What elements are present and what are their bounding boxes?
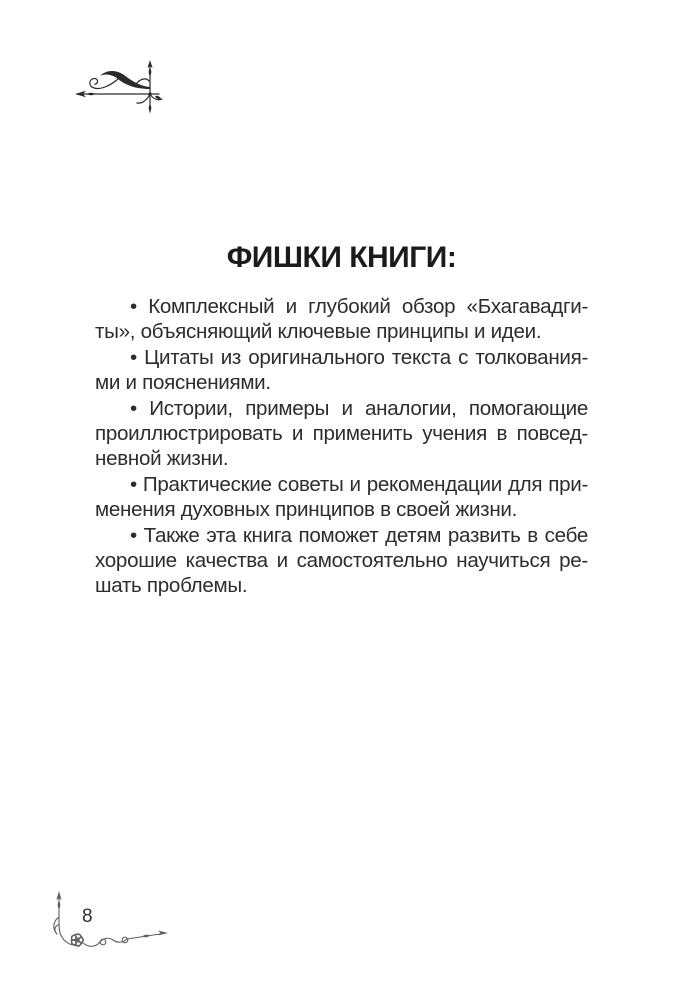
body-line: проиллюстрировать и применить учения в повсед- xyxy=(95,422,588,446)
body-line: менения духовных принципов в своей жизни. xyxy=(95,498,518,522)
body-line: невной жизни. xyxy=(95,447,229,471)
body-text xyxy=(95,294,588,599)
bullet-paragraph xyxy=(95,396,588,472)
bullet-paragraph xyxy=(95,523,588,599)
corner-flourish-top-icon xyxy=(74,58,170,114)
corner-flourish-bottom-icon xyxy=(46,889,172,953)
bullet-paragraph xyxy=(95,472,588,523)
body-line: • Истории, примеры и аналогии, помогающие xyxy=(130,396,588,420)
body-line: • Также эта книга поможет детям развить в себе xyxy=(130,523,588,547)
bullet-paragraph xyxy=(95,294,588,345)
page-title: ФИШКИ КНИГИ: xyxy=(226,241,457,274)
body-line: ми и пояснениями. xyxy=(95,371,271,395)
body-line: шать проблемы. xyxy=(95,574,248,598)
body-line: • Цитаты из оригинального текста с толкования- xyxy=(130,345,588,369)
bullet-paragraph xyxy=(95,345,588,396)
body-line: • Комплексный и глубокий обзор «Бхагавадги- xyxy=(130,295,588,318)
body-line: хорошие качества и самостоятельно научиться ре- xyxy=(95,549,588,573)
body-line: • Практические советы и рекомендации для при- xyxy=(130,472,588,496)
body-line: ты», объясняющий ключевые принципы и идеи. xyxy=(95,320,542,344)
page-number: 8 xyxy=(82,906,93,927)
